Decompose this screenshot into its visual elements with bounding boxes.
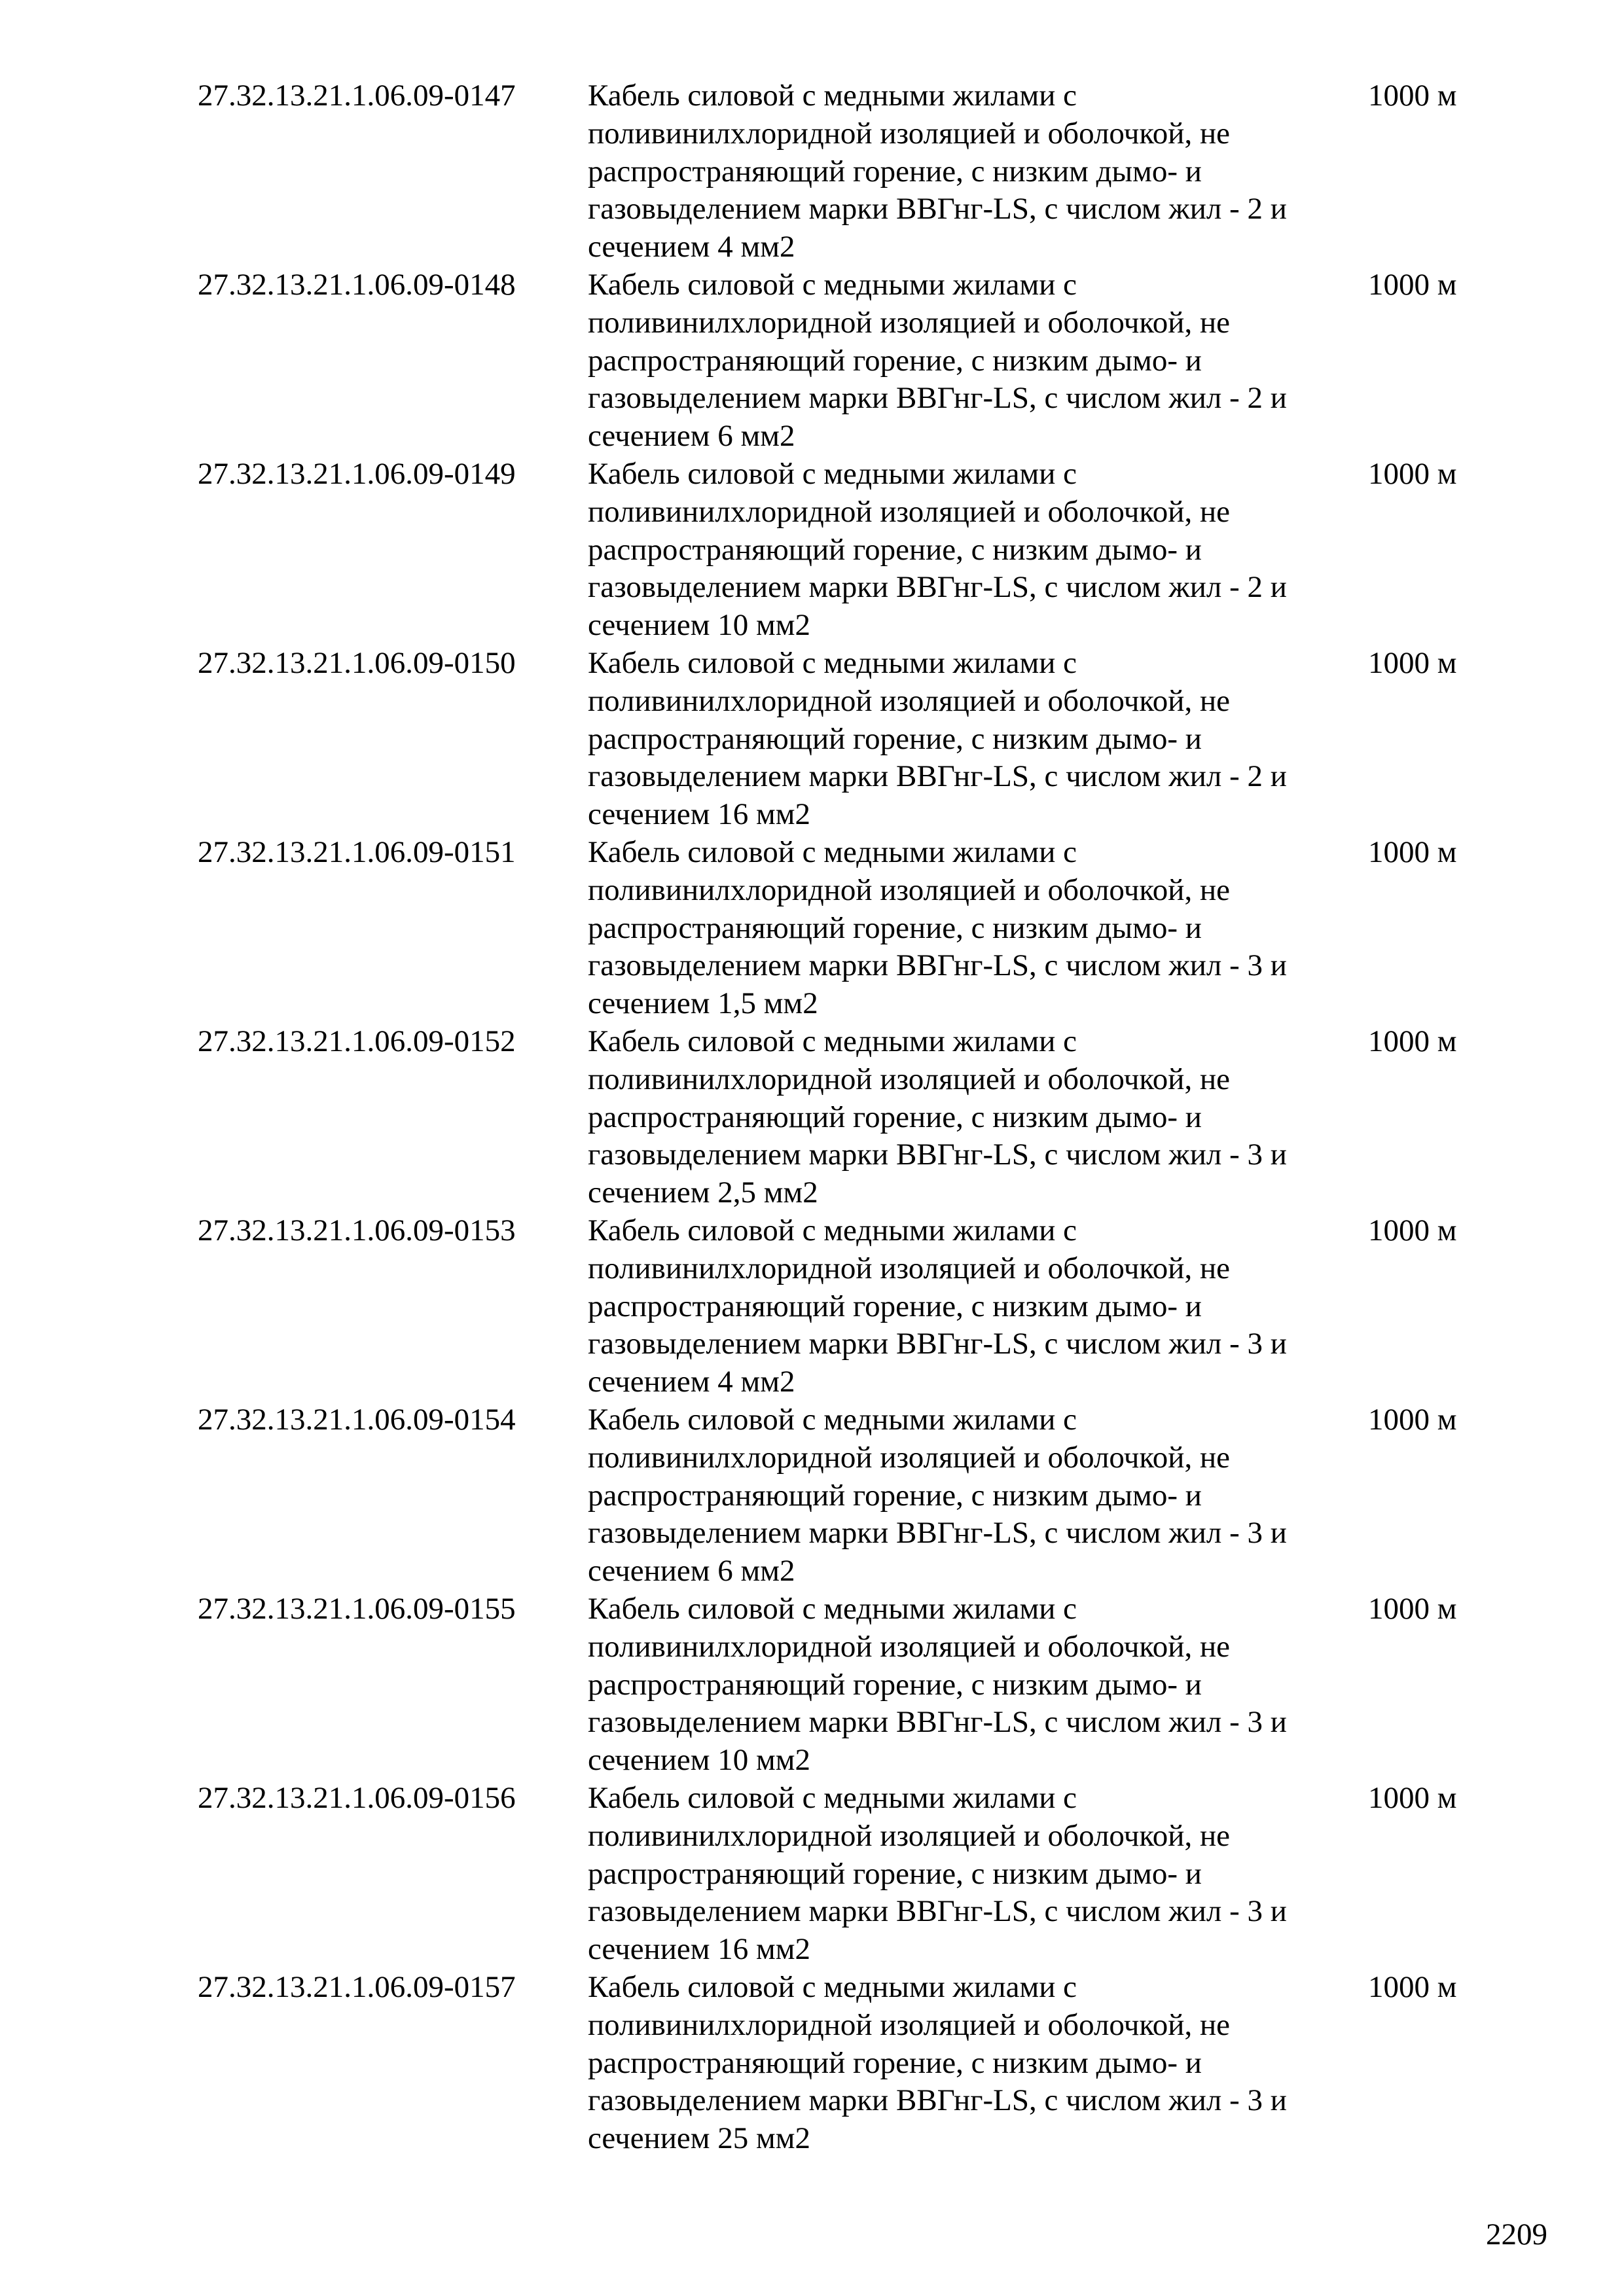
description-line: распространяющий горение, с низким дымо- и	[588, 2045, 1202, 2080]
resource-list	[0, 77, 1624, 2158]
description-line: Кабель силовой с медными жилами с	[588, 1403, 1077, 1437]
resource-unit: 1000 м	[1368, 1024, 1457, 1058]
description-line: газовыделением марки ВВГнг-LS, с числом жил - 3 и	[588, 1138, 1287, 1172]
resource-entry	[0, 1780, 1624, 1969]
description-line: газовыделением марки ВВГнг-LS, с числом жил - 3 и	[588, 1705, 1287, 1740]
page-number: 2209	[1486, 2217, 1547, 2251]
description-line: газовыделением марки ВВГнг-LS, с числом жил - 2 и	[588, 570, 1287, 605]
description-line: газовыделением марки ВВГнг-LS, с числом жил - 3 и	[588, 1327, 1287, 1361]
resource-description	[588, 77, 1373, 266]
description-line: газовыделением марки ВВГнг-LS, с числом жил - 2 и	[588, 192, 1287, 226]
resource-code: 27.32.13.21.1.06.09-0147	[198, 79, 516, 113]
description-line: поливинилхлоридной изоляцией и оболочкой, не	[588, 1251, 1230, 1285]
resource-code: 27.32.13.21.1.06.09-0156	[198, 1781, 516, 1815]
description-line: газовыделением марки ВВГнг-LS, с числом жил - 2 и	[588, 381, 1287, 416]
resource-unit: 1000 м	[1368, 79, 1457, 113]
resource-description	[588, 1780, 1373, 1969]
resource-entry	[0, 1212, 1624, 1401]
description-line: распространяющий горение, с низким дымо- и	[588, 1667, 1202, 1702]
description-line: поливинилхлоридной изоляцией и оболочкой, не	[588, 2007, 1230, 2042]
resource-entry	[0, 456, 1624, 645]
description-line: распространяющий горение, с низким дымо- и	[588, 1289, 1202, 1323]
description-line: газовыделением марки ВВГнг-LS, с числом жил - 3 и	[588, 1894, 1287, 1929]
resource-entry	[0, 1969, 1624, 2158]
resource-description	[588, 834, 1373, 1023]
resource-code: 27.32.13.21.1.06.09-0155	[198, 1592, 516, 1626]
description-line: Кабель силовой с медными жилами с	[588, 1781, 1077, 1815]
description-line: поливинилхлоридной изоляцией и оболочкой, не	[588, 1818, 1230, 1853]
description-line: поливинилхлоридной изоляцией и оболочкой, не	[588, 1629, 1230, 1664]
resource-description	[588, 645, 1373, 834]
resource-entry	[0, 1023, 1624, 1212]
description-line: Кабель силовой с медными жилами с	[588, 1213, 1077, 1247]
description-line: газовыделением марки ВВГнг-LS, с числом жил - 3 и	[588, 948, 1287, 983]
description-line: распространяющий горение, с низким дымо- и	[588, 1100, 1202, 1134]
resource-code: 27.32.13.21.1.06.09-0152	[198, 1024, 516, 1058]
resource-entry	[0, 77, 1624, 266]
description-line: сечением 6 мм2	[588, 419, 795, 454]
description-line: распространяющий горение, с низким дымо- и	[588, 721, 1202, 756]
resource-unit: 1000 м	[1368, 268, 1457, 302]
resource-unit: 1000 м	[1368, 1592, 1457, 1626]
description-line: Кабель силовой с медными жилами с	[588, 79, 1077, 113]
resource-code: 27.32.13.21.1.06.09-0150	[198, 646, 516, 680]
description-line: сечением 4 мм2	[588, 1365, 795, 1399]
resource-code: 27.32.13.21.1.06.09-0153	[198, 1213, 516, 1247]
resource-code: 27.32.13.21.1.06.09-0148	[198, 268, 516, 302]
description-line: поливинилхлоридной изоляцией и оболочкой, не	[588, 683, 1230, 718]
description-line: поливинилхлоридной изоляцией и оболочкой, не	[588, 1062, 1230, 1096]
resource-entry	[0, 1590, 1624, 1780]
description-line: распространяющий горение, с низким дымо- и	[588, 343, 1202, 378]
description-line: поливинилхлоридной изоляцией и оболочкой, не	[588, 494, 1230, 529]
description-line: сечением 10 мм2	[588, 608, 811, 643]
resource-description	[588, 1401, 1373, 1590]
resource-unit: 1000 м	[1368, 1213, 1457, 1247]
description-line: Кабель силовой с медными жилами с	[588, 457, 1077, 491]
resource-code: 27.32.13.21.1.06.09-0157	[198, 1970, 516, 2004]
description-line: газовыделением марки ВВГнг-LS, с числом жил - 3 и	[588, 2083, 1287, 2118]
resource-description	[588, 266, 1373, 456]
description-line: распространяющий горение, с низким дымо- и	[588, 1478, 1202, 1513]
resource-unit: 1000 м	[1368, 1970, 1457, 2004]
resource-code: 27.32.13.21.1.06.09-0151	[198, 835, 516, 869]
description-line: сечением 25 мм2	[588, 2121, 811, 2156]
description-line: сечением 10 мм2	[588, 1743, 811, 1778]
resource-entry	[0, 834, 1624, 1023]
description-line: поливинилхлоридной изоляцией и оболочкой, не	[588, 116, 1230, 151]
description-line: распространяющий горение, с низким дымо- и	[588, 532, 1202, 567]
resource-unit: 1000 м	[1368, 457, 1457, 491]
description-line: сечением 2,5 мм2	[588, 1175, 818, 1210]
resource-description	[588, 1023, 1373, 1212]
resource-entry	[0, 1401, 1624, 1590]
resource-unit: 1000 м	[1368, 1403, 1457, 1437]
resource-description	[588, 1590, 1373, 1780]
resource-entry	[0, 266, 1624, 456]
resource-code: 27.32.13.21.1.06.09-0154	[198, 1403, 516, 1437]
description-line: распространяющий горение, с низким дымо- и	[588, 154, 1202, 188]
description-line: распространяющий горение, с низким дымо- и	[588, 910, 1202, 945]
resource-description	[588, 1969, 1373, 2158]
description-line: сечением 4 мм2	[588, 230, 795, 264]
description-line: поливинилхлоридной изоляцией и оболочкой, не	[588, 872, 1230, 907]
description-line: поливинилхлоридной изоляцией и оболочкой, не	[588, 305, 1230, 340]
description-line: сечением 16 мм2	[588, 797, 811, 832]
resource-entry	[0, 645, 1624, 834]
description-line: поливинилхлоридной изоляцией и оболочкой, не	[588, 1440, 1230, 1475]
resource-unit: 1000 м	[1368, 1781, 1457, 1815]
description-line: Кабель силовой с медными жилами с	[588, 835, 1077, 869]
description-line: газовыделением марки ВВГнг-LS, с числом жил - 3 и	[588, 1516, 1287, 1551]
description-line: сечением 1,5 мм2	[588, 986, 818, 1021]
description-line: Кабель силовой с медными жилами с	[588, 1970, 1077, 2004]
description-line: газовыделением марки ВВГнг-LS, с числом жил - 2 и	[588, 759, 1287, 794]
description-line: распространяющий горение, с низким дымо- и	[588, 1856, 1202, 1891]
description-line: сечением 16 мм2	[588, 1932, 811, 1967]
resource-unit: 1000 м	[1368, 835, 1457, 869]
description-line: Кабель силовой с медными жилами с	[588, 646, 1077, 680]
description-line: Кабель силовой с медными жилами с	[588, 268, 1077, 302]
description-line: сечением 6 мм2	[588, 1554, 795, 1588]
description-line: Кабель силовой с медными жилами с	[588, 1592, 1077, 1626]
resource-code: 27.32.13.21.1.06.09-0149	[198, 457, 516, 491]
resource-description	[588, 1212, 1373, 1401]
description-line: Кабель силовой с медными жилами с	[588, 1024, 1077, 1058]
resource-unit: 1000 м	[1368, 646, 1457, 680]
resource-description	[588, 456, 1373, 645]
